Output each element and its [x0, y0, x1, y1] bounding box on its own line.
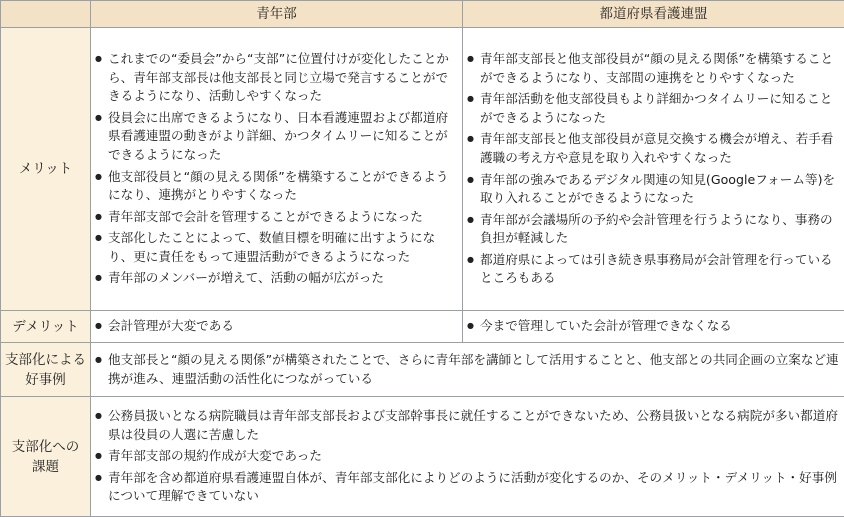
- list-item: ● 青年部支部の規約作成が大変であった: [95, 447, 840, 466]
- list-item: ● 青年部支部で会計を管理することができるようになった: [95, 208, 458, 227]
- list-item: ● 青年部支部長と他支部役員が意見交換する機会が増え、若手看護職の考え方や意見を取り入れやすくなった: [467, 130, 840, 167]
- list-item: ● 他支部長と“顔の見える関係”が構築されたことで、さらに青年部を講師として活用することと、他支部との共同企画の立案など連携が進み、連盟活動の活性化につながっている: [95, 351, 840, 388]
- row-label-line: 好事例: [1, 370, 90, 390]
- column-header-prefecture: 都道府県看護連盟: [463, 1, 844, 28]
- demerit-prefecture-list: [467, 317, 840, 336]
- merit-prefecture-cell: [463, 28, 844, 311]
- list-item: ● 青年部支部長と他支部役員が“顔の見える関係”を構築することができるようになり、支部間の連携をとりやすくなった: [467, 50, 840, 87]
- header-row: [1, 1, 844, 28]
- list-item: ● これまでの“委員会”から“支部”に位置付けが変化したことから、青年部支部長は他支部長と同じ立場で発言することができるようになり、活動しやすくなった: [95, 50, 458, 106]
- demerit-prefecture-cell: [463, 311, 844, 343]
- list-item: ● 青年部のメンバーが増えて、活動の幅が広がった: [95, 269, 458, 288]
- row-label-line: 課題: [1, 457, 90, 477]
- list-item: ● 支部化したことによって、数値目標を明確に出すようになり、更に責任をもって連盟活動ができるようになった: [95, 229, 458, 266]
- issues-cell: [91, 397, 844, 517]
- list-item: ● 都道府県によっては引き続き県事務局が会計管理を行っているところもある: [467, 251, 840, 288]
- row-label-line: 支部化への: [1, 437, 90, 457]
- list-item: ● 役員会に出席できるようになり、日本看護連盟および都道府県看護連盟の動きがより詳細、かつタイムリーに知ることができるようになった: [95, 109, 458, 165]
- good-cases-row: [1, 343, 844, 397]
- list-item: ● 青年部が会議場所の予約や会計管理を行うようになり、事務の負担が軽減した: [467, 211, 840, 248]
- merit-youth-list: [95, 50, 458, 288]
- list-item: ● 他支部役員と“顔の見える関係”を構築することができるようになり、連携がとりやすくなった: [95, 168, 458, 205]
- issues-list: [95, 407, 840, 506]
- demerit-youth-cell: [91, 311, 463, 343]
- merit-prefecture-list: [467, 50, 840, 288]
- good-cases-list: [95, 351, 840, 388]
- list-item: ● 会計管理が大変である: [95, 317, 458, 336]
- merit-youth-cell: [91, 28, 463, 311]
- list-item: ● 今まで管理していた会計が管理できなくなる: [467, 317, 840, 336]
- row-label-line: 支部化による: [1, 350, 90, 370]
- row-label-demerit: デメリット: [1, 311, 91, 343]
- demerit-youth-list: [95, 317, 458, 336]
- corner-cell: [1, 1, 91, 28]
- list-item: ● 青年部の強みであるデジタル関連の知見(Googleフォーム等)を取り入れることができるようになった: [467, 171, 840, 208]
- issues-row: [1, 397, 844, 517]
- good-cases-cell: [91, 343, 844, 397]
- row-label-merit: メリット: [1, 28, 91, 311]
- merit-row: [1, 28, 844, 311]
- row-label-good-cases: [1, 343, 91, 397]
- list-item: ● 青年部を含め都道府県看護連盟自体が、青年部支部化によりどのように活動が変化するのか、そのメリット・デメリット・好事例について理解できていない: [95, 469, 840, 506]
- column-header-youth: 青年部: [91, 1, 463, 28]
- row-label-issues: [1, 397, 91, 517]
- list-item: ● 公務員扱いとなる病院職員は青年部支部長および支部幹事長に就任することができないため、公務員扱いとなる病院が多い都道府県は役員の人選に苦慮した: [95, 407, 840, 444]
- demerit-row: [1, 311, 844, 343]
- list-item: ● 青年部活動を他支部役員もより詳細かつタイムリーに知ることができるようになった: [467, 90, 840, 127]
